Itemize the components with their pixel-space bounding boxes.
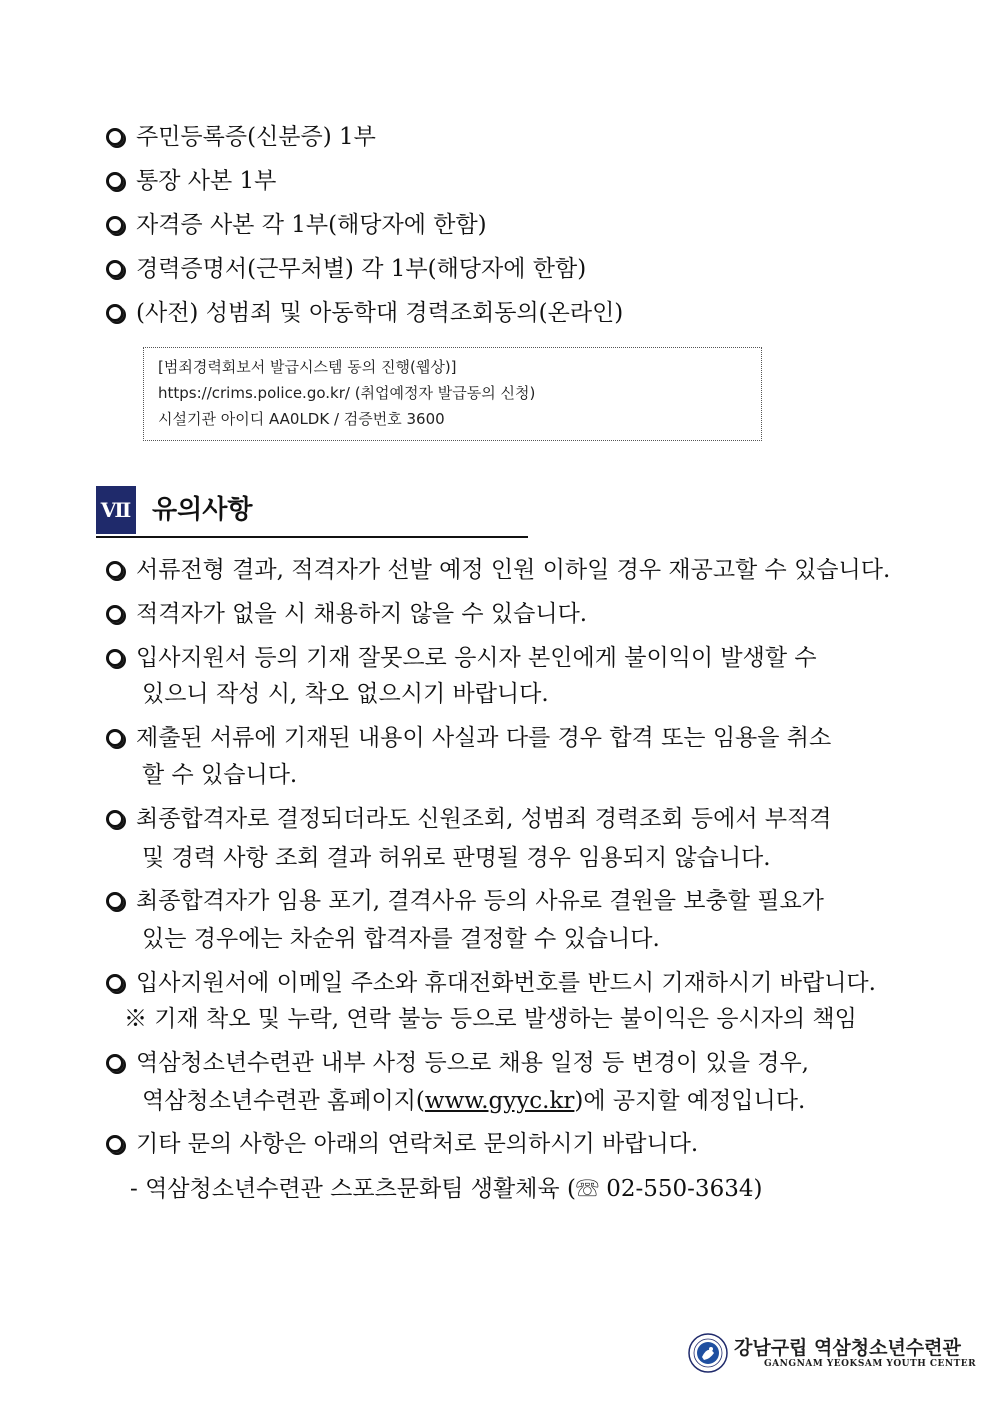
contact-line: - 역삼청소년수련관 스포츠문화팀 생활체육 (☏ 02-550-3634) (130, 1176, 763, 1202)
notice-continuation: 있으니 작성 시, 착오 없으시기 바랍니다. (142, 681, 549, 707)
responsibility-note: ※ 기재 착오 및 누락, 연락 불능 등으로 발생하는 불이익은 응시자의 책임 (124, 1006, 857, 1032)
circle-bullet-icon (106, 892, 124, 910)
circle-bullet-icon (106, 729, 124, 747)
notice-item: 최종합격자가 임용 포기, 결격사유 등의 사유로 결원을 보충할 필요가 (106, 883, 824, 919)
section-number-badge: Ⅶ (96, 486, 136, 534)
circle-bullet-icon (106, 649, 124, 667)
circle-bullet-icon (106, 605, 124, 623)
note-line: [범죄경력회보서 발급시스템 동의 진행(웹상)] (158, 358, 457, 376)
circle-bullet-icon (106, 128, 124, 146)
circle-bullet-icon (106, 810, 124, 828)
notice-item: 서류전형 결과, 적격자가 선발 예정 인원 이하일 경우 재공고할 수 있습니다. (106, 552, 890, 588)
notice-item: 입사지원서 등의 기재 잘못으로 응시자 본인에게 불이익이 발생할 수 (106, 640, 817, 676)
circle-bullet-icon (106, 974, 124, 992)
notice-continuation: 할 수 있습니다. (142, 762, 298, 788)
document-item: (사전) 성범죄 및 아동학대 경력조회동의(온라인) (106, 295, 623, 331)
document-item: 주민등록증(신분증) 1부 (106, 119, 376, 155)
circle-bullet-icon (106, 260, 124, 278)
notice-item: 기타 문의 사항은 아래의 연락처로 문의하시기 바랍니다. (106, 1126, 698, 1162)
notice-item: 역삼청소년수련관 내부 사정 등으로 채용 일정 등 변경이 있을 경우, (106, 1045, 809, 1081)
notice-item: 입사지원서에 이메일 주소와 휴대전화번호를 반드시 기재하시기 바랍니다. (106, 965, 876, 1001)
note-url-line: https://crims.police.go.kr/ (취업예정자 발급동의 신청) (158, 384, 536, 402)
note-line: 시설기관 아이디 AA0LDK / 검증번호 3600 (158, 410, 445, 428)
document-item: 자격증 사본 각 1부(해당자에 한함) (106, 207, 487, 243)
document-item: 통장 사본 1부 (106, 163, 276, 199)
org-name: 강남구립 역삼청소년수련관 (734, 1337, 961, 1359)
circle-bullet-icon (106, 1135, 124, 1153)
document-item: 경력증명서(근무처별) 각 1부(해당자에 한함) (106, 251, 586, 287)
circle-bullet-icon (106, 172, 124, 190)
footer-logo (688, 1331, 977, 1375)
section-title: 유의사항 (152, 495, 253, 525)
criminal-record-note-box (143, 347, 762, 441)
homepage-link[interactable]: www.gyyc.kr (424, 1088, 575, 1114)
notice-item: 적격자가 없을 시 채용하지 않을 수 있습니다. (106, 596, 587, 632)
circle-bullet-icon (106, 216, 124, 234)
notice-item: 최종합격자로 결정되더라도 신원조회, 성범죄 경력조회 등에서 부적격 (106, 801, 832, 837)
circle-bullet-icon (106, 561, 124, 579)
org-name-english: GANGNAM YEOKSAM YOUTH CENTER (764, 1359, 977, 1369)
notice-continuation: 있는 경우에는 차순위 합격자를 결정할 수 있습니다. (142, 926, 660, 952)
notice-continuation: 역삼청소년수련관 홈페이지(www.gyyc.kr)에 공지할 예정입니다. (142, 1088, 806, 1114)
circle-bullet-icon (106, 1054, 124, 1072)
notice-item: 제출된 서류에 기재된 내용이 사실과 다를 경우 합격 또는 임용을 취소 (106, 720, 831, 756)
circle-bullet-icon (106, 304, 124, 322)
center-emblem-icon (688, 1333, 728, 1373)
section-heading (96, 486, 528, 538)
notice-continuation: 및 경력 사항 조회 결과 허위로 판명될 경우 임용되지 않습니다. (142, 845, 771, 871)
